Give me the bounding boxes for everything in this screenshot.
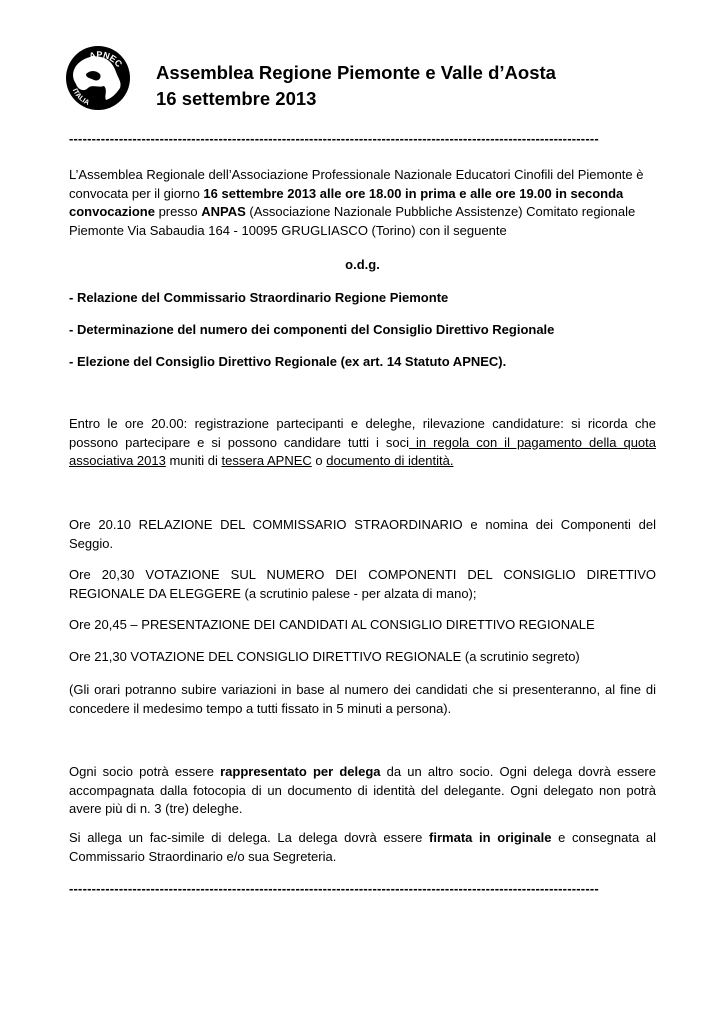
logo-top-text: APNEC	[87, 49, 125, 70]
odg-heading: o.d.g.	[345, 257, 380, 272]
intro-text-3: (Associazione Nazionale Pubbliche Assistenze) Comitato regionale Piemonte Via Sabaudia 164 - 10095 GRUGLIASCO (Torino) con il seguente	[69, 204, 636, 238]
delegation-paragraph	[69, 763, 656, 819]
delegation-text-1: Ogni socio potrà essere	[69, 764, 221, 779]
registration-paragraph	[69, 415, 656, 471]
delegation-text-2: da un altro socio. Ogni delega dovrà essere accompagnata dalla fotocopia di un documento di identità del delegante. Ogni delegato non potrà avere più di n. 3 (tre) deleghe.	[69, 764, 656, 816]
registration-text-1: Entro le ore 20.00: registrazione partecipanti e deleghe, rilevazione candidature: si ricorda che possono partecipare e si possono candidare tutti i soci	[69, 416, 656, 450]
separator-top: ---------------------------------------------------------------------------------------------------------------------	[69, 132, 599, 146]
attachment-text-2: e consegnata al Commissario Straordinario e/o sua Segreteria.	[69, 830, 656, 864]
schedule-item-2: Ore 20,30 VOTAZIONE SUL NUMERO DEI COMPONENTI DEL CONSIGLIO DIRETTIVO REGIONALE DA ELEGGERE (a scrutinio palese - per alzata di mano);	[69, 567, 656, 601]
schedule-item-4: Ore 21,30 VOTAZIONE DEL CONSIGLIO DIRETTIVO REGIONALE (a scrutinio segreto)	[69, 649, 580, 664]
registration-documento: documento di identità.	[326, 453, 454, 468]
schedule-note: (Gli orari potranno subire variazioni in base al numero dei candidati che si presenteranno, al fine di concedere il medesimo tempo a tutti fissato in 5 minuti a persona).	[69, 682, 656, 716]
agenda-item-3: - Elezione del Consiglio Direttivo Regionale (ex art. 14 Statuto APNEC).	[69, 354, 507, 369]
apnec-logo	[64, 44, 132, 112]
registration-quota: in regola con il pagamento della quota associativa 2013	[69, 434, 656, 468]
page-title	[156, 60, 556, 112]
attachment-bold: firmata in originale	[429, 830, 552, 845]
schedule-item-3: Ore 20,45 – PRESENTAZIONE DEI CANDIDATI AL CONSIGLIO DIRETTIVO REGIONALE	[69, 617, 595, 632]
registration-tessera: tessera APNEC	[221, 453, 312, 468]
attachment-text-1: Si allega un fac-simile di delega. La delega dovrà essere	[69, 830, 430, 845]
intro-text-1: L’Assemblea Regionale dell’Associazione Professionale Nazionale Educatori Cinofili del Piemonte è convocata per il giorno	[69, 167, 644, 201]
registration-text-2: muniti di	[165, 453, 222, 468]
intro-date-time: 16 settembre 2013 alle ore 18.00 in prima e alle ore 19.00 in seconda convocazione	[69, 185, 624, 219]
intro-text-2: presso	[154, 204, 202, 219]
logo-bottom-text: ITALIA	[70, 87, 91, 107]
registration-text-3: o	[311, 453, 327, 468]
agenda-item-1: - Relazione del Commissario Straordinario Regione Piemonte	[69, 290, 449, 305]
title-line-1: Assemblea Regione Piemonte e Valle d’Aosta	[156, 62, 556, 83]
agenda-item-2: - Determinazione del numero dei componenti del Consiglio Direttivo Regionale	[69, 322, 555, 337]
intro-paragraph	[69, 166, 656, 240]
intro-anpas: ANPAS	[201, 204, 246, 219]
title-line-2: 16 settembre 2013	[156, 88, 317, 109]
delegation-bold: rappresentato per delega	[220, 764, 381, 779]
separator-bottom: ---------------------------------------------------------------------------------------------------------------------	[69, 882, 599, 896]
apnec-logo-icon	[64, 44, 132, 112]
schedule-item-1: Ore 20.10 RELAZIONE DEL COMMISSARIO STRAORDINARIO e nomina dei Componenti del Seggio.	[69, 517, 656, 551]
attachment-paragraph	[69, 829, 656, 866]
